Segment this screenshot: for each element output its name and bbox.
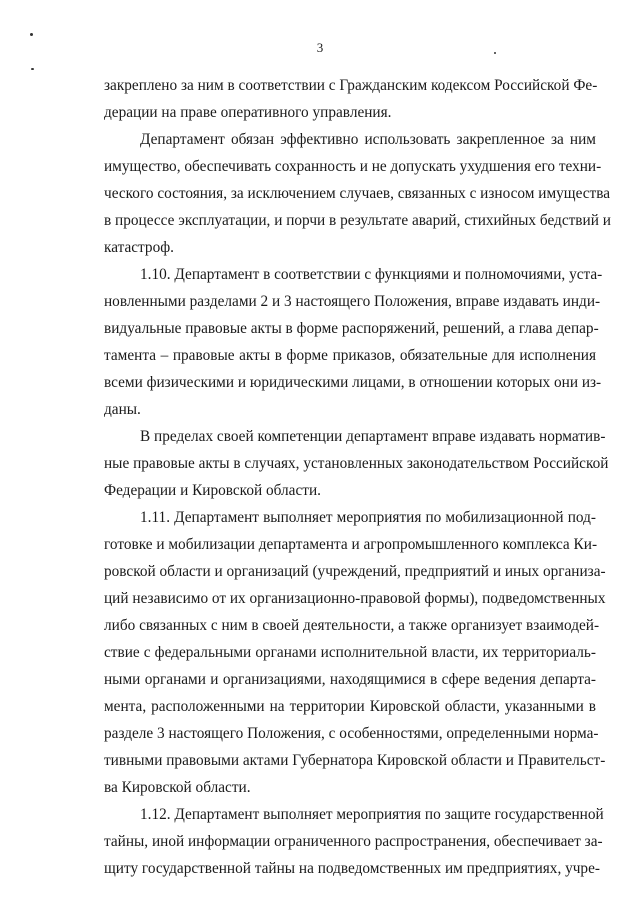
text-line: ными органами и организациями, находящимися в сфере ведения департа- (104, 671, 596, 688)
text-line: имущество, обеспечивать сохранность и не допускать ухудшения его техни- (104, 158, 602, 175)
text-line: В пределах своей компетенции департамент вправе издавать норматив- (140, 428, 606, 445)
text-line: тамента – правовые акты в форме приказов, обязательные для исполнения (104, 347, 596, 364)
text-line: Федерации и Кировской области. (104, 482, 321, 499)
text-line: 1.11. Департамент выполняет мероприятия по мобилизационной под- (140, 509, 596, 526)
text-line: щиту государственной тайны на подведомственных им предприятиях, учре- (104, 860, 600, 877)
text-line: видуальные правовые акты в форме распоряжений, решений, а глава депар- (104, 320, 599, 337)
text-line: разделе 3 настоящего Положения, с особенностями, определенными норма- (104, 725, 599, 742)
text-line: готовке и мобилизации департамента и агропромышленного комплекса Ки- (104, 536, 598, 553)
text-line: всеми физическими и юридическими лицами, в отношении которых они из- (104, 374, 602, 391)
scan-speck (30, 33, 33, 36)
text-line: ческого состояния, за исключением случаев, связанных с износом имущества (104, 185, 611, 202)
scan-speck (494, 52, 496, 54)
page-number: 3 (316, 40, 324, 55)
text-line: 1.12. Департамент выполняет мероприятия по защите государственной (140, 806, 604, 823)
text-line: дерации на праве оперативного управления. (104, 104, 392, 121)
text-line: катастроф. (104, 239, 174, 256)
text-line: 1.10. Департамент в соответствии с функциями и полномочиями, уста- (140, 266, 603, 283)
text-line: тивными правовыми актами Губернатора Кировской области и Правительст- (104, 752, 606, 769)
text-line: ные правовые акты в случаях, установленных законодательством Российской (104, 455, 609, 472)
text-line: Департамент обязан эффективно использовать закрепленное за ним (140, 131, 596, 148)
text-line: даны. (104, 401, 141, 418)
scan-speck (31, 68, 34, 70)
text-line: ровской области и организаций (учреждений, предприятий и иных организа- (104, 563, 606, 580)
text-line: ций независимо от их организационно-правовой формы), подведомственных (104, 590, 606, 607)
document-body (104, 72, 611, 882)
text-line: закреплено за ним в соответствии с Гражданским кодексом Российской Фе- (104, 77, 598, 94)
text-line: тайны, иной информации ограниченного распространения, обеспечивает за- (104, 833, 603, 850)
text-line: либо связанных с ним в своей деятельности, а также организует взаимодей- (104, 617, 600, 634)
text-line: новленными разделами 2 и 3 настоящего Положения, вправе издавать инди- (104, 293, 601, 310)
text-line: мента, расположенными на территории Кировской области, указанными в (104, 698, 596, 715)
text-line: ствие с федеральными органами исполнительной власти, их территориаль- (104, 644, 596, 661)
text-line: в процессе эксплуатации, и порчи в результате аварий, стихийных бедствий и (104, 212, 611, 229)
text-line: ва Кировской области. (104, 779, 251, 796)
